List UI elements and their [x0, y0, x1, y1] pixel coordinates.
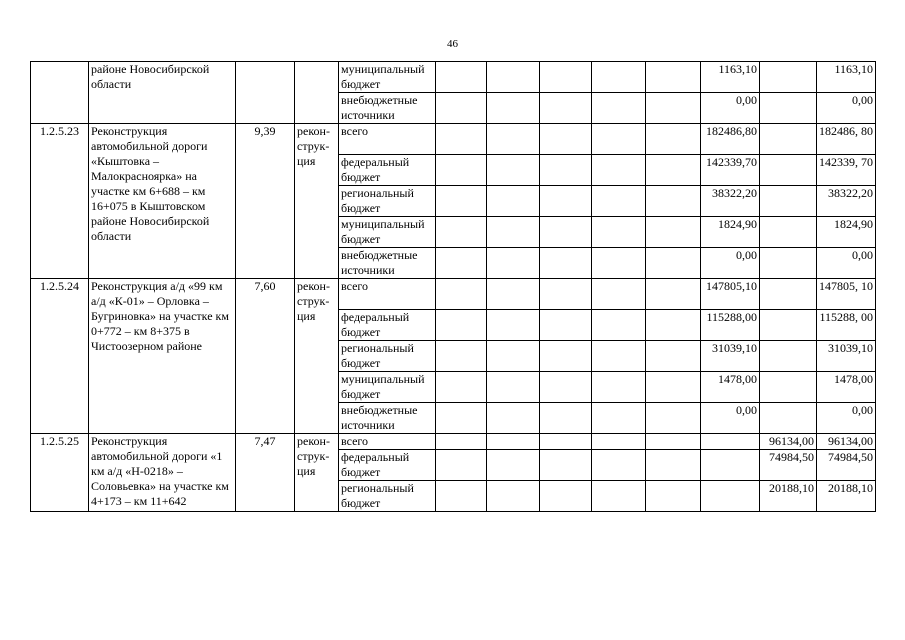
- amount-total: 38322,20: [817, 186, 876, 217]
- empty-cell: [436, 434, 487, 450]
- funding-source: региональный бюджет: [339, 481, 436, 512]
- empty-cell: [540, 481, 592, 512]
- amount-col-9: [701, 481, 760, 512]
- empty-cell: [436, 481, 487, 512]
- amount-col-10: [760, 124, 817, 155]
- amount-total: 115288, 00: [817, 310, 876, 341]
- amount-total: 0,00: [817, 93, 876, 124]
- amount-col-9: [701, 434, 760, 450]
- project-length: 9,39: [236, 124, 295, 279]
- empty-cell: [487, 248, 540, 279]
- amount-col-9: 31039,10: [701, 341, 760, 372]
- project-length: [236, 62, 295, 124]
- empty-cell: [487, 310, 540, 341]
- table-row: [31, 62, 876, 93]
- amount-col-9: 0,00: [701, 403, 760, 434]
- empty-cell: [592, 155, 646, 186]
- project-name: Реконструкция автомобильной дороги «Кыштовка – Малокрасноярка» на участке км 6+688 – км 16+075 в Кыштовском районе Новосибирской области: [89, 124, 236, 279]
- work-type: рекон-струк-ция: [295, 434, 339, 512]
- amount-col-10: [760, 341, 817, 372]
- empty-cell: [646, 217, 701, 248]
- empty-cell: [592, 217, 646, 248]
- work-type: [295, 62, 339, 124]
- amount-col-10: [760, 310, 817, 341]
- empty-cell: [592, 310, 646, 341]
- empty-cell: [436, 403, 487, 434]
- empty-cell: [487, 93, 540, 124]
- amount-col-9: 0,00: [701, 93, 760, 124]
- table-row: [31, 279, 876, 310]
- empty-cell: [540, 62, 592, 93]
- amount-col-9: 0,00: [701, 248, 760, 279]
- empty-cell: [646, 248, 701, 279]
- amount-total: 182486, 80: [817, 124, 876, 155]
- amount-total: 0,00: [817, 248, 876, 279]
- empty-cell: [540, 124, 592, 155]
- funding-source: муниципальный бюджет: [339, 62, 436, 93]
- empty-cell: [436, 248, 487, 279]
- project-name: Реконструкция а/д «99 км а/д «К-01» – Орловка – Бугриновка» на участке км 0+772 – км 8+375 в Чистоозерном районе: [89, 279, 236, 434]
- empty-cell: [487, 403, 540, 434]
- empty-cell: [436, 186, 487, 217]
- amount-col-9: 182486,80: [701, 124, 760, 155]
- empty-cell: [436, 62, 487, 93]
- amount-total: 96134,00: [817, 434, 876, 450]
- budget-table-body: [31, 62, 876, 512]
- amount-total: 1163,10: [817, 62, 876, 93]
- empty-cell: [436, 450, 487, 481]
- amount-total: 1824,90: [817, 217, 876, 248]
- amount-total: 147805, 10: [817, 279, 876, 310]
- empty-cell: [646, 372, 701, 403]
- funding-source: региональный бюджет: [339, 341, 436, 372]
- funding-source: региональный бюджет: [339, 186, 436, 217]
- amount-total: 31039,10: [817, 341, 876, 372]
- empty-cell: [646, 155, 701, 186]
- amount-col-9: 115288,00: [701, 310, 760, 341]
- empty-cell: [540, 372, 592, 403]
- page-number: 46: [447, 38, 458, 50]
- amount-col-9: 1163,10: [701, 62, 760, 93]
- empty-cell: [436, 372, 487, 403]
- funding-source: внебюджетные источники: [339, 248, 436, 279]
- empty-cell: [540, 450, 592, 481]
- project-name: районе Новосибирской области: [89, 62, 236, 124]
- project-code: [31, 62, 89, 124]
- empty-cell: [436, 310, 487, 341]
- amount-total: 20188,10: [817, 481, 876, 512]
- work-type: рекон-струк-ция: [295, 279, 339, 434]
- empty-cell: [436, 93, 487, 124]
- amount-col-9: 38322,20: [701, 186, 760, 217]
- empty-cell: [487, 341, 540, 372]
- amount-col-9: 1478,00: [701, 372, 760, 403]
- amount-total: 74984,50: [817, 450, 876, 481]
- amount-col-10: 96134,00: [760, 434, 817, 450]
- project-length: 7,60: [236, 279, 295, 434]
- work-type: рекон-струк-ция: [295, 124, 339, 279]
- empty-cell: [646, 124, 701, 155]
- empty-cell: [592, 341, 646, 372]
- empty-cell: [646, 93, 701, 124]
- project-code: 1.2.5.25: [31, 434, 89, 512]
- amount-col-9: 142339,70: [701, 155, 760, 186]
- amount-col-10: [760, 93, 817, 124]
- empty-cell: [487, 279, 540, 310]
- funding-source: муниципальный бюджет: [339, 217, 436, 248]
- funding-source: всего: [339, 124, 436, 155]
- amount-total: 1478,00: [817, 372, 876, 403]
- amount-col-10: [760, 186, 817, 217]
- empty-cell: [592, 62, 646, 93]
- empty-cell: [436, 341, 487, 372]
- empty-cell: [487, 217, 540, 248]
- funding-source: федеральный бюджет: [339, 310, 436, 341]
- table-row: [31, 434, 876, 450]
- amount-col-10: 20188,10: [760, 481, 817, 512]
- empty-cell: [646, 434, 701, 450]
- empty-cell: [540, 186, 592, 217]
- empty-cell: [540, 310, 592, 341]
- project-code: 1.2.5.23: [31, 124, 89, 279]
- empty-cell: [487, 481, 540, 512]
- empty-cell: [646, 310, 701, 341]
- empty-cell: [646, 62, 701, 93]
- empty-cell: [540, 279, 592, 310]
- budget-table: [30, 61, 876, 512]
- empty-cell: [487, 155, 540, 186]
- amount-col-10: 74984,50: [760, 450, 817, 481]
- amount-col-10: [760, 217, 817, 248]
- project-code: 1.2.5.24: [31, 279, 89, 434]
- empty-cell: [592, 434, 646, 450]
- empty-cell: [540, 248, 592, 279]
- project-name: Реконструкция автомобильной дороги «1 км а/д «Н-0218» – Соловьевка» на участке км 4+173 – км 11+642: [89, 434, 236, 512]
- empty-cell: [540, 155, 592, 186]
- empty-cell: [540, 217, 592, 248]
- amount-col-10: [760, 155, 817, 186]
- funding-source: федеральный бюджет: [339, 155, 436, 186]
- empty-cell: [487, 450, 540, 481]
- empty-cell: [436, 279, 487, 310]
- amount-col-10: [760, 248, 817, 279]
- empty-cell: [646, 481, 701, 512]
- amount-col-10: [760, 279, 817, 310]
- amount-col-9: 147805,10: [701, 279, 760, 310]
- empty-cell: [646, 341, 701, 372]
- amount-col-9: [701, 450, 760, 481]
- funding-source: внебюджетные источники: [339, 403, 436, 434]
- empty-cell: [540, 93, 592, 124]
- amount-col-10: [760, 372, 817, 403]
- empty-cell: [487, 434, 540, 450]
- empty-cell: [592, 93, 646, 124]
- project-length: 7,47: [236, 434, 295, 512]
- empty-cell: [592, 481, 646, 512]
- empty-cell: [592, 372, 646, 403]
- empty-cell: [592, 186, 646, 217]
- empty-cell: [540, 341, 592, 372]
- empty-cell: [436, 124, 487, 155]
- empty-cell: [592, 279, 646, 310]
- funding-source: муниципальный бюджет: [339, 372, 436, 403]
- empty-cell: [540, 434, 592, 450]
- empty-cell: [436, 155, 487, 186]
- funding-source: федеральный бюджет: [339, 450, 436, 481]
- empty-cell: [592, 248, 646, 279]
- funding-source: всего: [339, 279, 436, 310]
- amount-col-10: [760, 62, 817, 93]
- amount-col-10: [760, 403, 817, 434]
- amount-col-9: 1824,90: [701, 217, 760, 248]
- empty-cell: [487, 124, 540, 155]
- funding-source: всего: [339, 434, 436, 450]
- amount-total: 142339, 70: [817, 155, 876, 186]
- empty-cell: [592, 450, 646, 481]
- empty-cell: [592, 403, 646, 434]
- empty-cell: [646, 450, 701, 481]
- empty-cell: [540, 403, 592, 434]
- funding-source: внебюджетные источники: [339, 93, 436, 124]
- empty-cell: [646, 279, 701, 310]
- empty-cell: [487, 62, 540, 93]
- table-row: [31, 124, 876, 155]
- empty-cell: [487, 372, 540, 403]
- empty-cell: [646, 403, 701, 434]
- empty-cell: [436, 217, 487, 248]
- amount-total: 0,00: [817, 403, 876, 434]
- empty-cell: [592, 124, 646, 155]
- empty-cell: [487, 186, 540, 217]
- empty-cell: [646, 186, 701, 217]
